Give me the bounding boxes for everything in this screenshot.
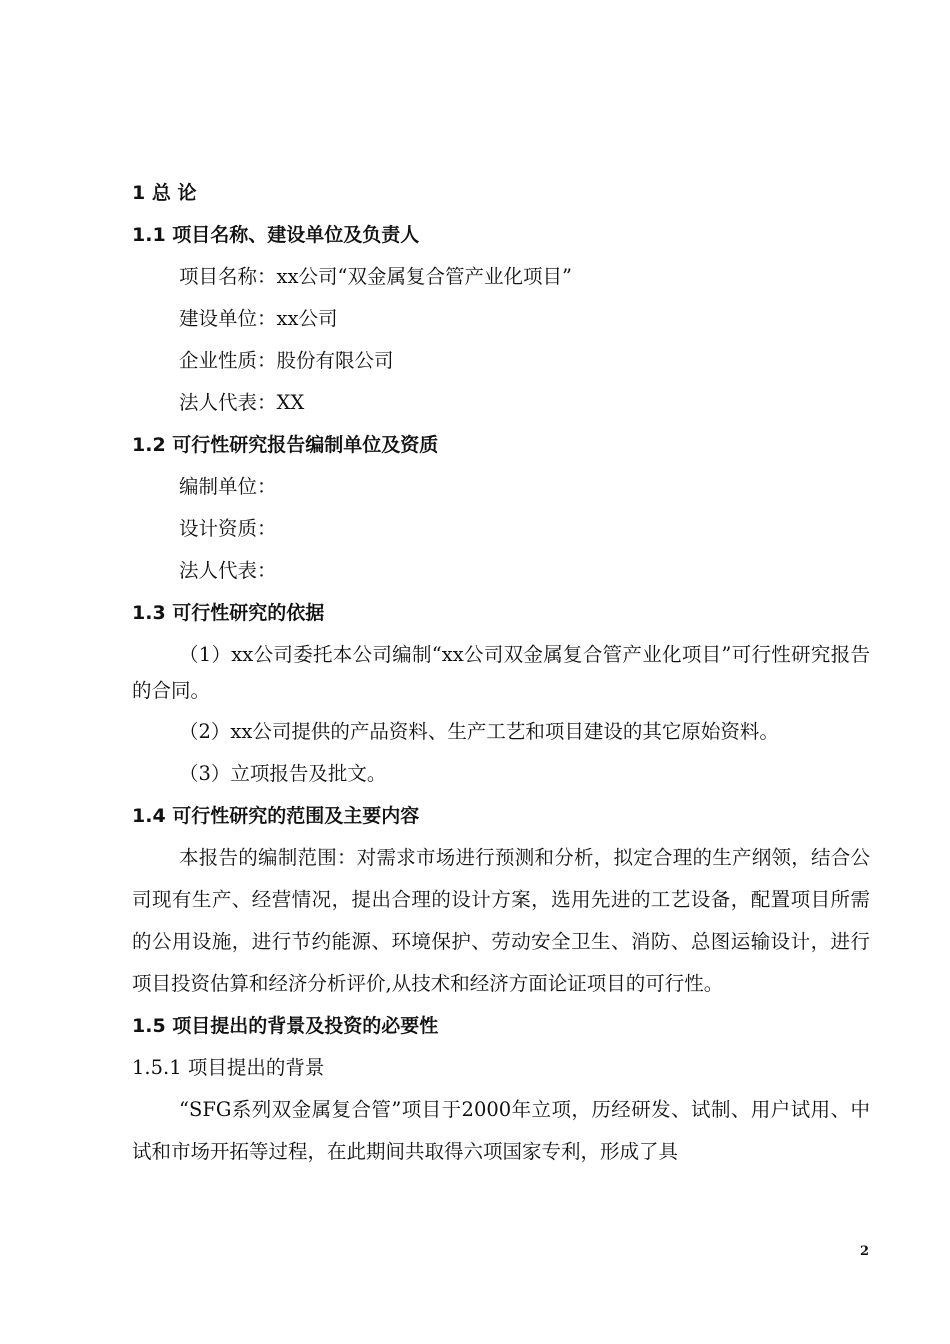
compiler-line: 编制单位： (179, 475, 277, 498)
document-page (132, 172, 870, 1173)
sub-heading-1-5-1: 1.5.1 项目提出的背景 (132, 1056, 325, 1079)
section-heading-1-5: 1.5 项目提出的背景及投资的必要性 (132, 1015, 439, 1037)
basis-item-2: （2）xx公司提供的产品资料、生产工艺和项目建设的其它原始资料。 (179, 720, 779, 743)
section-heading-1-4: 1.4 可行性研究的范围及主要内容 (132, 805, 420, 827)
section-heading-1-2: 1.2 可行性研究报告编制单位及资质 (132, 434, 439, 456)
basis-item-1: （1）xx公司委托本公司编制“xx公司双金属复合管产业化项目”可行性研究报告的合同。 (132, 643, 870, 702)
compiler-legal-rep-line: 法人代表： (179, 559, 277, 582)
background-paragraph: “SFG系列双金属复合管”项目于2000年立项，历经研发、试制、用户试用、中试和市场开拓等过程，在此期间共取得六项国家专利，形成了具 (132, 1098, 870, 1163)
page-number: 2 (860, 1244, 870, 1259)
section-heading-1-1: 1.1 项目名称、建设单位及负责人 (132, 224, 420, 246)
qualification-line: 设计资质： (179, 517, 277, 540)
builder-line: 建设单位：xx公司 (179, 307, 338, 330)
project-name-line: 项目名称：xx公司“双金属复合管产业化项目” (179, 265, 572, 288)
company-type-line: 企业性质：股份有限公司 (179, 349, 394, 372)
scope-paragraph: 本报告的编制范围：对需求市场进行预测和分析，拟定合理的生产纲领，结合公司现有生产、经营情况，提出合理的设计方案，选用先进的工艺设备，配置项目所需的公用设施，进行节约能源、环境保护、劳动安全卫生、消防、总图运输设计，进行项目投资估算和经济分析评价,从技术和经济方面论证项目的可行性。 (132, 846, 870, 995)
chapter-heading: 1 总 论 (132, 182, 197, 204)
basis-item-3: （3）立项报告及批文。 (179, 762, 387, 785)
section-heading-1-3: 1.3 可行性研究的依据 (132, 602, 325, 624)
legal-rep-line: 法人代表：XX (179, 391, 305, 414)
